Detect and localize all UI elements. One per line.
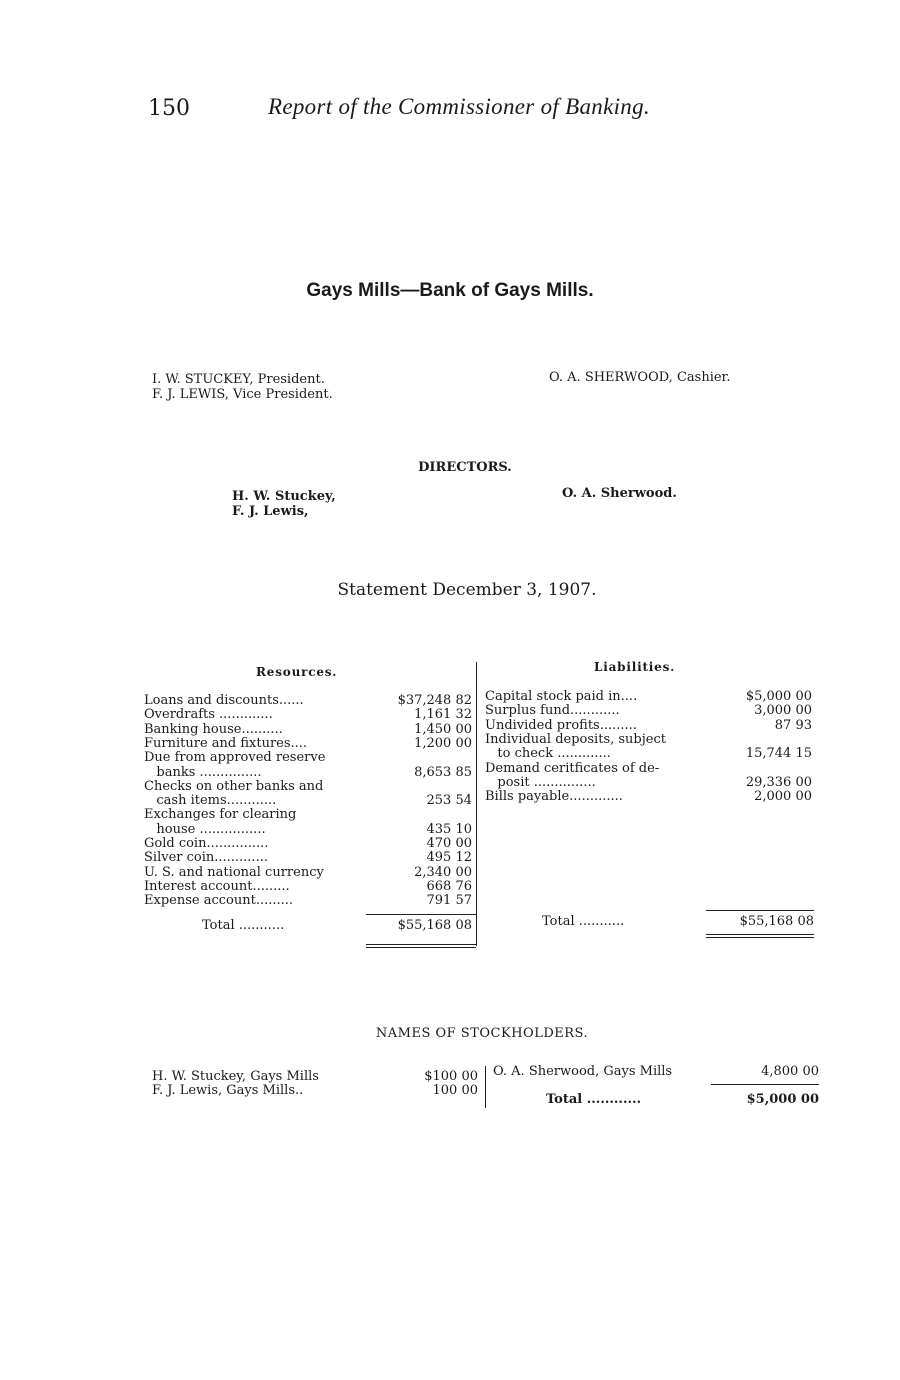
liabilities-label: Demand ceritficates of de- (485, 760, 660, 776)
resources-double-rule-1 (366, 944, 476, 945)
liabilities-amount: $5,000 00 (745, 689, 812, 704)
resources-amount: 1,161 32 (414, 707, 472, 723)
stockholders-total-label: Total ............ (546, 1092, 642, 1107)
stockholder-amount: 100 00 (432, 1083, 478, 1098)
resources-total-label: Total ........... (202, 918, 285, 933)
running-title: Report of the Commissioner of Banking. (268, 94, 650, 119)
resources-label: Furniture and fixtures.... (144, 735, 308, 751)
bank-title: Gays Mills—Bank of Gays Mills. (306, 280, 594, 301)
director-left-2: F. J. Lewis, (232, 504, 309, 519)
page-number: 150 (148, 96, 190, 121)
stockholders-total-rule (711, 1084, 819, 1085)
resources-label: house ................ (144, 821, 266, 837)
resources-total-rule (366, 914, 476, 915)
resources-label: Banking house.......... (144, 721, 283, 737)
liabilities-label: Capital stock paid in.... (485, 689, 638, 704)
stockholder-name: O. A. Sherwood, Gays Mills (493, 1064, 673, 1079)
liabilities-total-label: Total ........... (542, 914, 625, 929)
director-left-1: H. W. Stuckey, (232, 489, 336, 504)
resources-label: Checks on other banks and (144, 778, 324, 794)
director-right-1: O. A. Sherwood. (562, 486, 677, 501)
resources-label: Overdrafts ............. (144, 707, 273, 723)
liabilities-label: to check ............. (485, 746, 611, 762)
resources-label: Exchanges for clearing (144, 807, 297, 823)
resources-label: Loans and discounts...... (144, 693, 304, 708)
resources-amount: 791 57 (426, 893, 472, 909)
directors-heading: DIRECTORS. (418, 460, 512, 475)
resources-label: Due from approved reserve (144, 750, 326, 766)
resources-amount: 253 54 (426, 793, 472, 809)
liabilities-label: posit ............... (485, 774, 596, 790)
resources-amount: 1,450 00 (414, 721, 472, 737)
liabilities-double-rule-2 (706, 937, 814, 938)
officer-president: I. W. STUCKEY, President. (152, 372, 325, 387)
stockholder-amount: 4,800 00 (761, 1064, 819, 1079)
stockholder-name: F. J. Lewis, Gays Mills.. (152, 1083, 304, 1098)
stockholder-name: H. W. Stuckey, Gays Mills (152, 1069, 319, 1084)
statement-title: Statement December 3, 1907. (337, 580, 597, 600)
liabilities-amount: 29,336 00 (745, 774, 812, 790)
liabilities-double-rule-1 (706, 934, 814, 935)
resources-label: U. S. and national currency (144, 864, 324, 880)
liabilities-amount: 3,000 00 (754, 703, 812, 719)
resources-amount: 668 76 (426, 878, 472, 894)
resources-amount: 1,200 00 (414, 735, 472, 751)
officer-cashier: O. A. SHERWOOD, Cashier. (549, 370, 731, 385)
liabilities-amount: 87 93 (774, 717, 812, 733)
resources-amount: $37,248 82 (397, 693, 472, 708)
liabilities-label: Undivided profits......... (485, 717, 637, 733)
resources-label: Silver coin............. (144, 850, 268, 866)
resources-label: Expense account......... (144, 893, 294, 909)
officer-vice-president: F. J. LEWIS, Vice President. (152, 387, 333, 402)
resources-label: Interest account......... (144, 878, 290, 894)
stockholders-heading: NAMES OF STOCKHOLDERS. (375, 1026, 589, 1041)
resources-total-amount: $55,168 08 (397, 918, 472, 933)
liabilities-amount: 15,744 15 (745, 746, 812, 762)
stockholders-divider (485, 1066, 486, 1108)
resources-amount: 8,653 85 (414, 764, 472, 780)
resources-amount: 2,340 00 (414, 864, 472, 880)
liabilities-label: Surplus fund............ (485, 703, 620, 719)
resources-label: cash items............ (144, 793, 277, 809)
stockholder-amount: $100 00 (424, 1069, 478, 1084)
resources-amount: 435 10 (426, 821, 472, 837)
resources-heading: Resources. (256, 665, 338, 679)
stockholders-total-amount: $5,000 00 (746, 1092, 819, 1107)
resources-amount: 495 12 (426, 850, 472, 866)
column-divider (476, 662, 477, 946)
liabilities-label: Bills payable............. (485, 789, 623, 805)
liabilities-label: Individual deposits, subject (485, 731, 666, 747)
resources-label: Gold coin............... (144, 836, 269, 851)
liabilities-total-amount: $55,168 08 (739, 914, 814, 929)
resources-double-rule-2 (366, 947, 476, 948)
resources-label: banks ............... (144, 764, 262, 780)
liabilities-amount: 2,000 00 (754, 789, 812, 805)
liabilities-heading: Liabilities. (594, 660, 676, 674)
liabilities-total-rule (706, 910, 814, 911)
resources-amount: 470 00 (426, 836, 472, 851)
